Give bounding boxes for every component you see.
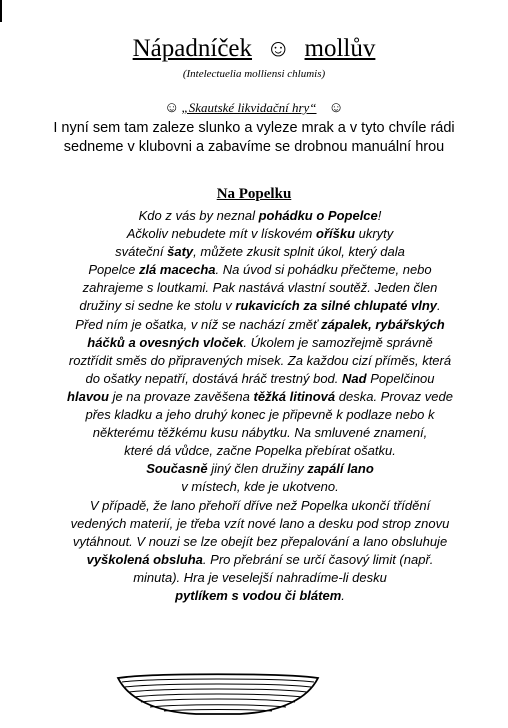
- boat-icon: [114, 672, 322, 716]
- emphasis-text: vyškolená obsluha: [86, 551, 203, 567]
- body-line: vyškolená obsluha. Pro přebrání se určí časový limit (např.: [86, 551, 434, 567]
- body-line: do ošatky nepatří, dostává hráč trestný bod. Nad Popelčinou: [85, 370, 435, 386]
- smiley-icon: ☺: [164, 100, 180, 116]
- emphasis-text: pytlíkem s vodou či blátem: [175, 587, 342, 603]
- body-line: Současně jiný člen družiny zapálí lano: [146, 461, 374, 477]
- body-line: které dá vůdce, začne Popelka přebírat ošatku.: [124, 443, 396, 459]
- body-line: pytlíkem s vodou či blátem.: [175, 587, 345, 603]
- title-part1: Nápadníček: [132, 35, 253, 62]
- body-line: Ačkoliv nebudete mít v lískovém oříšku ukryty: [126, 226, 394, 242]
- body-line: zahrajeme s loutkami. Pak nastává vlastní soutěž. Jeden člen: [82, 280, 438, 296]
- body-line: Kdo z vás by neznal pohádku o Popelce!: [138, 208, 382, 223]
- body-line: V případě, že lano přehoří dříve než Popelka ukončí třídění: [89, 497, 431, 513]
- smiley-icon: ☺: [266, 36, 291, 62]
- body-line: minuta). Hra je veselejší nahradíme-li desku: [133, 569, 387, 585]
- emphasis-text: Současně: [146, 461, 208, 477]
- emphasis-text: pohádku o Popelce: [258, 208, 378, 223]
- emphasis-text: háčků a ovesných vloček: [87, 334, 244, 350]
- body-line: přes kladku a jeho druhý konec je připevně k podlaze nebo k: [85, 407, 435, 423]
- emphasis-text: hlavou: [67, 388, 109, 404]
- emphasis-text: těžká litinová: [253, 388, 336, 404]
- emphasis-text: Nad: [342, 370, 367, 386]
- intro-paragraph: [14, 119, 494, 157]
- section-body: [30, 207, 490, 605]
- subheading: [0, 100, 508, 117]
- body-line: v místech, kde je ukotveno.: [181, 479, 339, 495]
- scan-edge-mark: [0, 0, 2, 22]
- body-line: vedených materií, je třeba vzít nové lano a desku pod strop znovu: [70, 515, 450, 531]
- title-part2: mollův: [304, 35, 376, 62]
- series-name: „Skautské likvidační hry“: [181, 100, 317, 115]
- emphasis-text: zápalek, rybářských: [321, 316, 445, 332]
- body-line: některému těžkému kusu nábytku. Na smluvené znamení,: [92, 425, 428, 441]
- intro-line: I nyní sem tam zaleze slunko a vyleze mrak a v tyto chvíle rádi: [53, 120, 455, 136]
- emphasis-text: zlá macecha: [138, 262, 216, 278]
- emphasis-text: šaty: [167, 244, 194, 260]
- body-line: roztřídit směs do připravených misek. Za každou cizí příměs, která: [68, 352, 452, 368]
- emphasis-text: oříšku: [316, 226, 356, 242]
- smiley-icon: ☺: [328, 100, 344, 116]
- latin-name: (Intelectuelia molliensi chlumis): [182, 68, 326, 80]
- emphasis-text: zapálí lano: [307, 461, 374, 477]
- body-line: háčků a ovesných vloček. Úkolem je samozřejmě správně: [87, 334, 433, 350]
- emphasis-text: rukavicích za silné chlupaté vlny: [235, 298, 438, 314]
- body-line: Před ním je ošatka, v níž se nachází změť zápalek, rybářských: [75, 316, 445, 332]
- body-line: Popelce zlá macecha. Na úvod si pohádku přečteme, nebo: [88, 262, 432, 278]
- body-line: sváteční šaty, můžete zkusit splnit úkol, který dala: [115, 244, 405, 260]
- page-title: [0, 34, 508, 64]
- body-line: vytáhnout. V nouzi se lze obejít bez přepalování a lano obsluhuje: [72, 533, 448, 549]
- body-line: hlavou je na provaze zavěšena těžká litinová deska. Provaz vede: [67, 388, 453, 404]
- body-line: družiny si sedne ke stolu v rukavicích za silné chlupaté vlny.: [79, 298, 441, 314]
- intro-line: sedneme v klubovni a zabavíme se drobnou manuální hrou: [63, 139, 445, 155]
- section-title: Na Popelku: [216, 186, 292, 202]
